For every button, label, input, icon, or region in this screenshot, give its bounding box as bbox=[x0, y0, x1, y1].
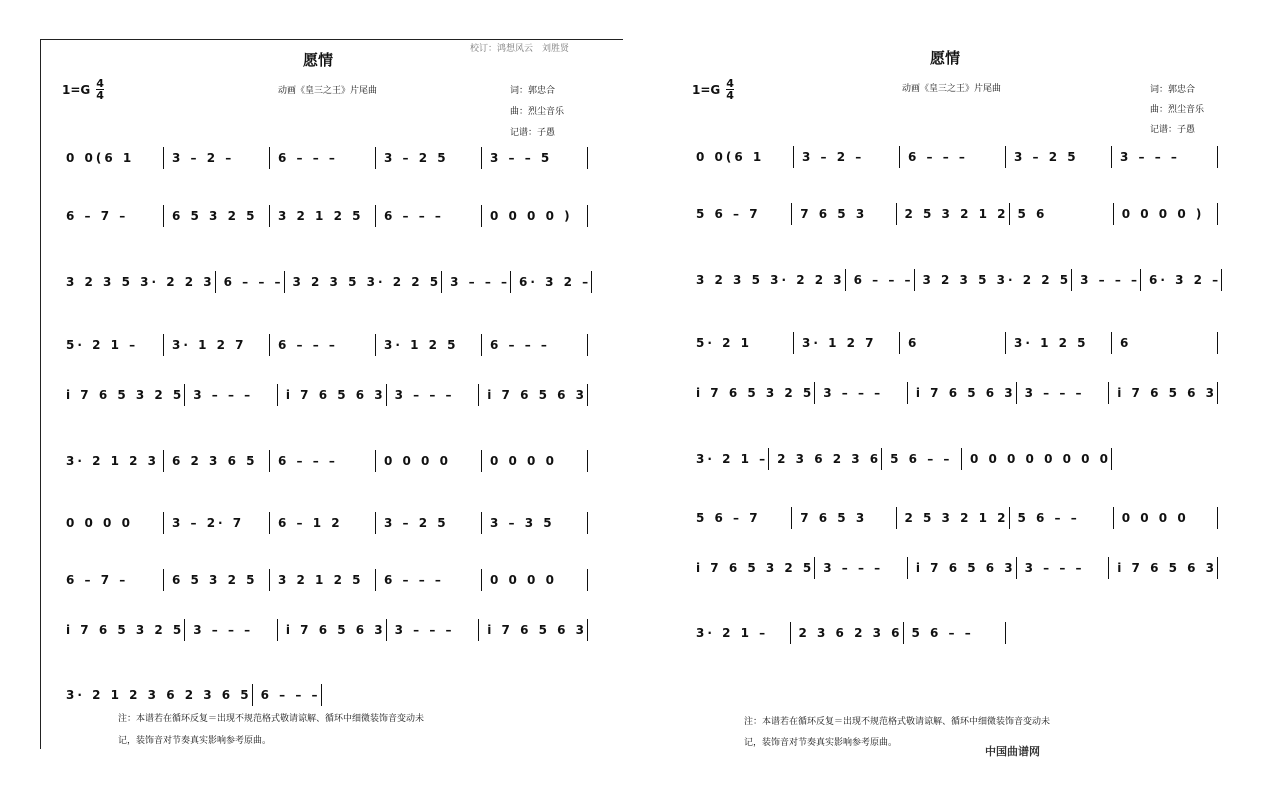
measure: 3 2 3 5 3· 2 2 3 bbox=[58, 271, 216, 293]
score-line bbox=[58, 619, 588, 641]
transcriber: 记谱：子愚 bbox=[1150, 125, 1196, 135]
measure: 6 – 7 – bbox=[58, 569, 164, 591]
measure: 3 – 2 5 bbox=[376, 147, 482, 169]
measure: 6 – – – bbox=[216, 271, 285, 293]
measure: 3· 1 2 7 bbox=[794, 332, 900, 354]
score-line bbox=[58, 450, 588, 472]
score-line bbox=[688, 448, 1112, 470]
measure: 2 3 6 2 3 6 bbox=[791, 622, 904, 644]
measure: 6 5 3 2 5 bbox=[164, 205, 270, 227]
measure: 3 – 2 – bbox=[794, 146, 900, 168]
score-line bbox=[58, 384, 588, 406]
measure: 6 – – – bbox=[376, 205, 482, 227]
measure: 6 – – – bbox=[270, 147, 376, 169]
measure: 5 6 bbox=[1010, 203, 1114, 225]
measure: 3 – – – bbox=[387, 384, 480, 406]
score-line bbox=[688, 557, 1218, 579]
frame-line bbox=[40, 39, 623, 40]
measure: 3 – – – bbox=[1017, 557, 1110, 579]
measure: 3 – 3 5 bbox=[482, 512, 588, 534]
measure: 0 0 0 0 bbox=[376, 450, 482, 472]
measure: 3 – 2 5 bbox=[376, 512, 482, 534]
subtitle: 动画《皇三之王》片尾曲 bbox=[902, 84, 1002, 94]
measure: 3· 2 1 – bbox=[688, 448, 769, 470]
measure: 6 – – – bbox=[253, 684, 322, 706]
measure: i 7 6 5 6 3 bbox=[908, 382, 1017, 404]
measure: 3 – – – bbox=[1112, 146, 1218, 168]
measure: 3 – – – bbox=[185, 384, 278, 406]
measure: 6 5 3 2 5 bbox=[164, 569, 270, 591]
footnote-line: 注：本谱若在循环反复＝出现不规范格式敬请谅解、循环中细微装饰音变动未 bbox=[744, 717, 1051, 727]
measure: 3 – – – bbox=[815, 382, 908, 404]
measure: 3· 1 2 5 bbox=[1006, 332, 1112, 354]
measure: 3 2 1 2 5 bbox=[270, 569, 376, 591]
measure: 6 – 1 2 bbox=[270, 512, 376, 534]
measure: i 7 6 5 6 3 bbox=[1109, 382, 1218, 404]
key-signature bbox=[62, 78, 104, 101]
subtitle: 动画《皇三之王》片尾曲 bbox=[278, 86, 378, 96]
measure: i 7 6 5 3 2 5 bbox=[688, 557, 815, 579]
score-line bbox=[688, 382, 1218, 404]
measure: i 7 6 5 6 3 bbox=[908, 557, 1017, 579]
score-line bbox=[688, 622, 1006, 644]
song-title: 愿情 bbox=[930, 49, 961, 67]
measure: 7 6 5 3 bbox=[792, 507, 896, 529]
footnote-line: 注：本谱若在循环反复＝出现不规范格式敬请谅解、循环中细微装饰音变动未 bbox=[118, 714, 425, 724]
measure: 3 2 3 5 3· 2 2 5 bbox=[285, 271, 443, 293]
measure: 3 2 1 2 5 bbox=[270, 205, 376, 227]
time-top: 4 bbox=[96, 77, 104, 90]
score-line bbox=[58, 334, 588, 356]
key-label: 1=G bbox=[62, 82, 91, 97]
measure: i 7 6 5 6 3 bbox=[278, 619, 387, 641]
measure: 6 – – – bbox=[900, 146, 1006, 168]
time-bottom: 4 bbox=[96, 89, 104, 102]
measure: i 7 6 5 6 3 bbox=[479, 384, 588, 406]
measure: i 7 6 5 6 3 bbox=[278, 384, 387, 406]
transcriber: 记谱：子愚 bbox=[510, 128, 556, 138]
key-label: 1=G bbox=[692, 82, 721, 97]
score-line bbox=[58, 684, 321, 706]
score-line bbox=[58, 147, 588, 169]
measure: 6 – – – bbox=[270, 450, 376, 472]
score-line bbox=[58, 205, 588, 227]
measure: 3 2 3 5 3· 2 2 5 bbox=[915, 269, 1073, 291]
measure: 3 – – – bbox=[387, 619, 480, 641]
measure: 5 6 – 7 bbox=[688, 203, 792, 225]
score-line bbox=[58, 271, 592, 293]
time-signature bbox=[726, 78, 734, 101]
score-page-right bbox=[640, 0, 1272, 785]
measure: 3· 2 1 2 3 bbox=[58, 450, 164, 472]
time-bottom: 4 bbox=[726, 89, 734, 102]
proofread-credit: 校订：鸿想风云 刘胜贤 bbox=[470, 44, 570, 54]
measure: 0 0 0 0 bbox=[482, 450, 588, 472]
measure: 0 0 0 0 0 0 0 0 bbox=[962, 448, 1112, 470]
score-line bbox=[58, 569, 588, 591]
measure: 6 – – – bbox=[376, 569, 482, 591]
measure: 0 0 0 0 ) bbox=[1114, 203, 1218, 225]
score-line bbox=[688, 269, 1222, 291]
measure: 5 6 – – bbox=[904, 622, 1007, 644]
measure: 6 bbox=[1112, 332, 1218, 354]
measure: 5 6 – – bbox=[882, 448, 962, 470]
measure: 3 – – – bbox=[815, 557, 908, 579]
measure: 6 – – – bbox=[482, 334, 588, 356]
composer: 曲：烈尘音乐 bbox=[510, 107, 565, 117]
score-line bbox=[58, 512, 588, 534]
lyricist: 词：郭忠合 bbox=[510, 86, 556, 96]
measure: 0 0 0 0 bbox=[482, 569, 588, 591]
measure: 3· 1 2 5 bbox=[376, 334, 482, 356]
measure: 5 6 – – bbox=[1010, 507, 1114, 529]
measure: 7 6 5 3 bbox=[792, 203, 896, 225]
measure: 3 – 2· 7 bbox=[164, 512, 270, 534]
measure: 6· 3 2 – bbox=[511, 271, 592, 293]
measure: 6· 3 2 – bbox=[1141, 269, 1222, 291]
measure: 0 0 0 0 bbox=[1114, 507, 1218, 529]
measure: i 7 6 5 3 2 5 bbox=[688, 382, 815, 404]
watermark: 中国曲谱网 bbox=[985, 745, 1040, 758]
measure: 3· 1 2 7 bbox=[164, 334, 270, 356]
measure: 0 0 0 0 ) bbox=[482, 205, 588, 227]
measure: 3 – – – bbox=[442, 271, 511, 293]
measure: 6 – – – bbox=[846, 269, 915, 291]
measure: 3 – 2 5 bbox=[1006, 146, 1112, 168]
composer: 曲：烈尘音乐 bbox=[1150, 105, 1205, 115]
measure: i 7 6 5 3 2 5 bbox=[58, 619, 185, 641]
frame-line bbox=[40, 39, 41, 749]
measure: i 7 6 5 6 3 bbox=[479, 619, 588, 641]
measure: 5· 2 1 – bbox=[58, 334, 164, 356]
footnote-line: 记，装饰音对节奏真实影响参考原曲。 bbox=[744, 738, 898, 748]
score-line bbox=[688, 203, 1218, 225]
measure: 2 3 6 2 3 6 bbox=[769, 448, 882, 470]
measure: 5· 2 1 bbox=[688, 332, 794, 354]
score-line bbox=[688, 146, 1218, 168]
measure: 0 0 0 0 bbox=[58, 512, 164, 534]
measure: i 7 6 5 6 3 bbox=[1109, 557, 1218, 579]
measure: 3 – 2 – bbox=[164, 147, 270, 169]
footnote-line: 记，装饰音对节奏真实影响参考原曲。 bbox=[118, 736, 272, 746]
measure: 3 – – – bbox=[1072, 269, 1141, 291]
measure: 5 6 – 7 bbox=[688, 507, 792, 529]
measure: 3 2 3 5 3· 2 2 3 bbox=[688, 269, 846, 291]
measure: 0 0(6 1 bbox=[58, 147, 164, 169]
lyricist: 词：郭忠合 bbox=[1150, 85, 1196, 95]
measure: 3· 2 1 2 3 6 2 3 6 5 bbox=[58, 684, 253, 706]
time-signature bbox=[96, 78, 104, 101]
measure: 3 – – – bbox=[1017, 382, 1110, 404]
measure: 6 – 7 – bbox=[58, 205, 164, 227]
measure: 6 – – – bbox=[270, 334, 376, 356]
measure: 0 0(6 1 bbox=[688, 146, 794, 168]
measure: 2 5 3 2 1 2 bbox=[897, 507, 1010, 529]
score-line bbox=[688, 332, 1218, 354]
measure: i 7 6 5 3 2 5 bbox=[58, 384, 185, 406]
time-top: 4 bbox=[726, 77, 734, 90]
key-signature bbox=[692, 78, 734, 101]
measure: 3 – – – bbox=[185, 619, 278, 641]
score-line bbox=[688, 507, 1218, 529]
measure: 2 5 3 2 1 2 bbox=[897, 203, 1010, 225]
measure: 6 2 3 6 5 bbox=[164, 450, 270, 472]
measure: 3· 2 1 – bbox=[688, 622, 791, 644]
measure: 3 – – 5 bbox=[482, 147, 588, 169]
song-title: 愿情 bbox=[303, 51, 334, 69]
measure: 6 bbox=[900, 332, 1006, 354]
